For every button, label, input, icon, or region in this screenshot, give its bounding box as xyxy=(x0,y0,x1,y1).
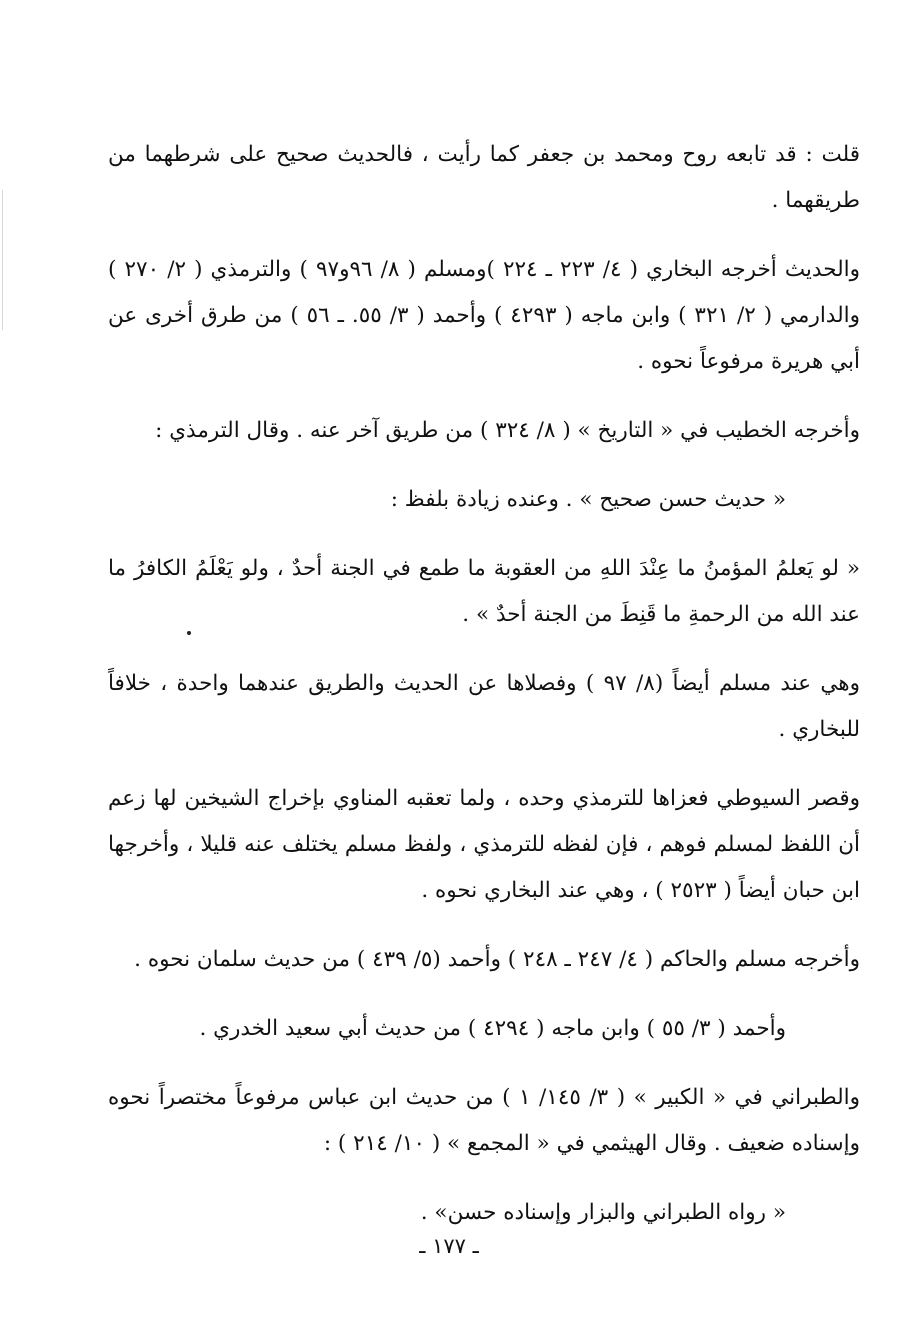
body-text xyxy=(108,132,860,1259)
page-number: ـ ١٧٧ ـ xyxy=(419,1234,479,1258)
stray-ink-dot xyxy=(187,631,191,635)
scan-edge-mark xyxy=(2,190,3,330)
paragraph-6: وهي عند مسلم أيضاً (٨/ ٩٧ ) وفصلاها عن الحديث والطريق عندهما واحدة ، خلافاً للبخاري . xyxy=(108,671,860,742)
paragraph-11-quote: « رواه الطبراني والبزار وإسناده حسن» . xyxy=(420,1200,786,1225)
paragraph-10: والطبراني في « الكبير » ( ٣/ ١٤٥/ ١ ) من حديث ابن عباس مرفوعاً مختصراً نحوه وإسناده ضعيف . وقال الهيثمي في « المجمع » ( ١٠/ ٢١٤ ) : xyxy=(108,1085,861,1156)
paragraph-5-quote: « لو يَعلمُ المؤمنُ ما عِنْدَ اللهِ من العقوبة ما طمع في الجنة أحدٌ ، ولو يَعْلَمُ الكافرُ ما عند الله من الرحمةِ ما قَنِطَ من الجنة أحدٌ » . xyxy=(108,556,860,627)
paragraph-2: والحديث أخرجه البخاري ( ٤/ ٢٢٣ ـ ٢٢٤ )ومسلم ( ٨/ ٩٦و٩٧ ) والترمذي ( ٢/ ٢٧٠ ) والدارمي ( ٢/ ٣٢١ ) وابن ماجه ( ٤٢٩٣ ) وأحمد ( ٣/ ٥٥. ـ ٥٦ ) من طرق أخرى عن أبي هريرة مرفوعاً نحوه . xyxy=(108,257,860,374)
paragraph-7: وقصر السيوطي فعزاها للترمذي وحده ، ولما تعقبه المناوي بإخراج الشيخين لها زعم أن اللفظ لمسلم فوهم ، فإن لفظه للترمذي ، ولفظ مسلم يختلف عنه قليلا ، وأخرجها ابن حبان أيضاً ( ٢٥٢٣ ) ، وهي عند البخاري نحوه . xyxy=(108,786,860,903)
paragraph-1: قلت : قد تابعه روح ومحمد بن جعفر كما رأيت ، فالحديث صحيح على شرطهما من طريقهما . xyxy=(108,142,860,213)
paragraph-4-quote: « حديث حسن صحيح » . وعنده زيادة بلفظ : xyxy=(390,487,786,512)
paragraph-9: وأحمد ( ٣/ ٥٥ ) وابن ماجه ( ٤٢٩٤ ) من حديث أبي سعيد الخدري . xyxy=(199,1016,786,1041)
paragraph-8: وأخرجه مسلم والحاكم ( ٤/ ٢٤٧ ـ ٢٤٨ ) وأحمد (٥/ ٤٣٩ ) من حديث سلمان نحوه . xyxy=(134,947,860,972)
paragraph-3: وأخرجه الخطيب في « التاريخ » ( ٨/ ٣٢٤ ) من طريق آخر عنه . وقال الترمذي : xyxy=(155,418,860,443)
